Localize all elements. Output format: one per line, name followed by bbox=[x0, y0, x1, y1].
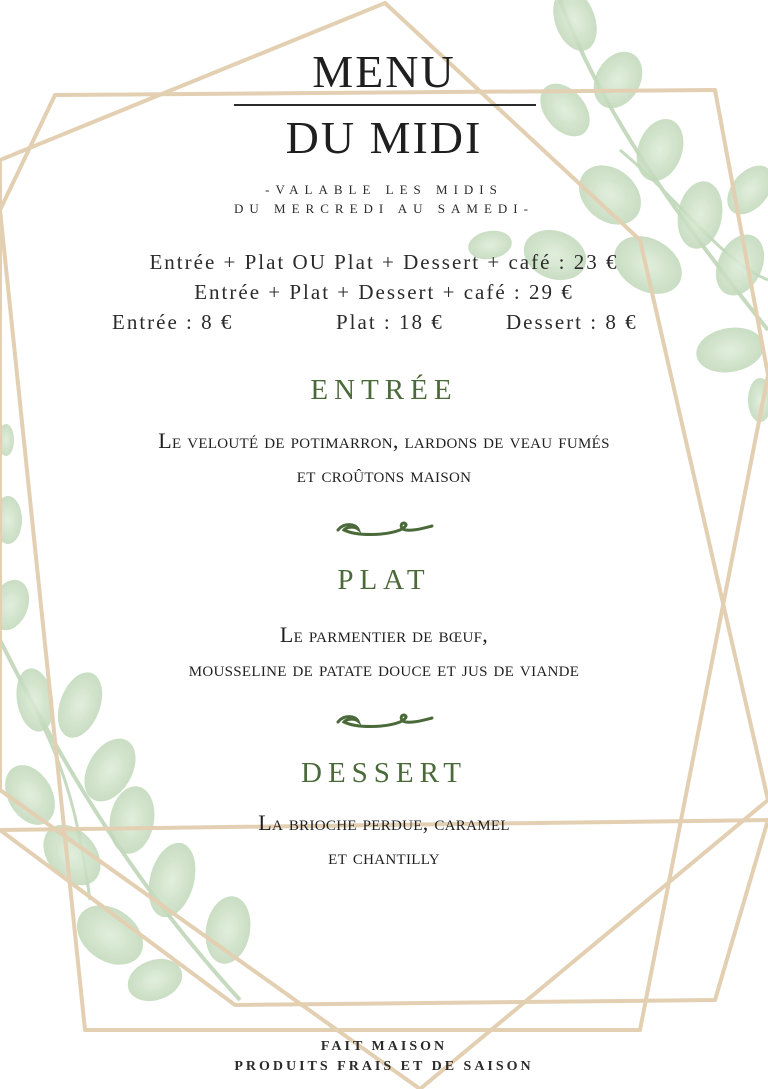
section-heading-plat: PLAT bbox=[337, 564, 431, 596]
dish-plat bbox=[0, 618, 768, 686]
dish-dessert-line-2: et chantilly bbox=[328, 844, 440, 869]
section-heading-entree: ENTRÉE bbox=[310, 374, 458, 406]
validity-line-1: -VALABLE LES MIDIS bbox=[265, 182, 503, 197]
menu-subtitle: DU MIDI bbox=[285, 112, 483, 163]
flourish-divider-icon bbox=[334, 516, 434, 540]
title-divider bbox=[234, 104, 536, 106]
validity-line-2: DU MERCREDI AU SAMEDI- bbox=[234, 201, 534, 216]
dish-entree bbox=[0, 424, 768, 492]
menu-title: MENU bbox=[312, 46, 456, 97]
section-heading-dessert: DESSERT bbox=[301, 757, 467, 789]
validity-note bbox=[0, 180, 768, 218]
footer-homemade: FAIT MAISON bbox=[320, 1039, 448, 1054]
eucalyptus-leaves-left-icon bbox=[0, 424, 256, 1008]
dish-entree-line-2: et croûtons maison bbox=[296, 462, 472, 487]
price-formula-1: Entrée + Plat OU Plat + Dessert + café : 23 € bbox=[149, 250, 619, 274]
dish-dessert bbox=[0, 806, 768, 874]
price-dessert: Dessert : 8 € bbox=[506, 310, 638, 334]
price-entree: Entrée : 8 € bbox=[112, 310, 234, 334]
flourish-divider-icon bbox=[334, 708, 434, 732]
dish-plat-line-1: Le parmentier de bœuf, bbox=[279, 622, 489, 647]
price-formula-2: Entrée + Plat + Dessert + café : 29 € bbox=[194, 280, 574, 304]
footer-fresh-products: PRODUITS FRAIS ET DE SAISON bbox=[234, 1059, 534, 1074]
dish-dessert-line-1: La brioche perdue, caramel bbox=[258, 810, 510, 835]
dish-entree-line-1: Le velouté de potimarron, lardons de veau fumés bbox=[158, 428, 610, 453]
dish-plat-line-2: mousseline de patate douce et jus de viande bbox=[188, 656, 580, 681]
price-plat: Plat : 18 € bbox=[336, 310, 444, 334]
